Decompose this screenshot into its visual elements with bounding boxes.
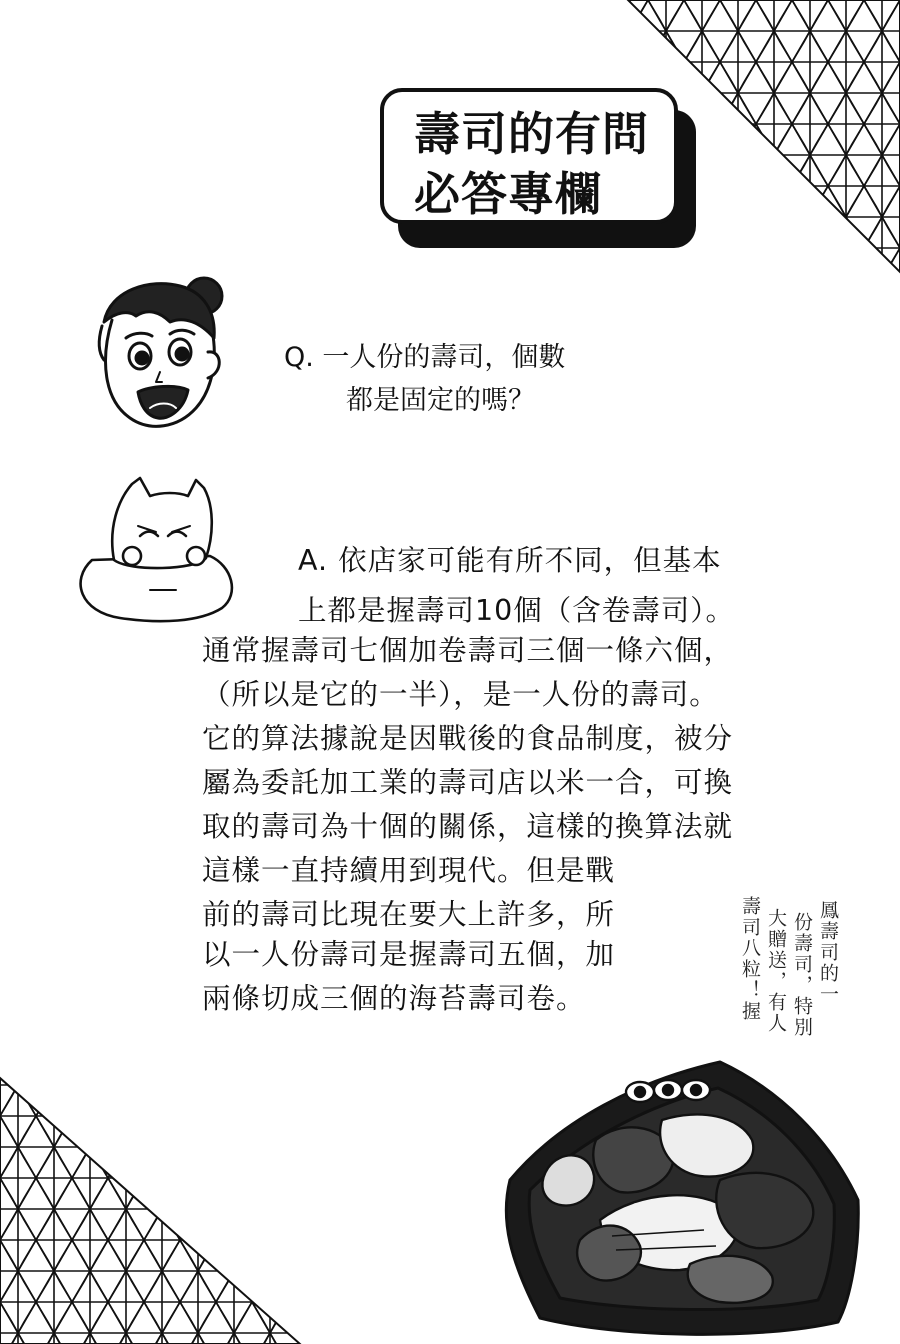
title-line-2: 必答專欄 [414,167,602,221]
answer-line-5: 它的算法據說是因戰後的食品制度，被分 [202,722,734,755]
answer-line-11: 兩條切成三個的海苔壽司卷。 [202,982,586,1015]
title-line-1: 壽司的有問 [414,107,649,161]
answer-line-10: 以一人份壽司是握壽司五個，加 [202,938,616,971]
side-note-col-2: 份壽司，特別 [791,912,813,1038]
side-note-col-3: 大贈送，有人 [765,908,787,1034]
answer-line-9: 前的壽司比現在要大上許多，所 [202,898,616,931]
side-note-col-1: 鳳壽司的一 [817,900,839,1005]
side-note-col-4: 壽司八粒！握 [739,896,761,1022]
question-line-2: 都是固定的嗎？ [346,385,535,416]
answer-line-8: 這樣一直持續用到現代。但是戰 [202,854,616,887]
answer-line-4: （所以是它的一半），是一人份的壽司。 [202,678,719,711]
answer-line-2: 上都是握壽司10個（含卷壽司）。 [298,594,736,627]
question-line-1: Q. 一人份的壽司，個數 [284,342,566,373]
answer-line-3: 通常握壽司七個加卷壽司三個一條六個， [202,634,734,667]
answer-line-1: A. 依店家可能有所不同，但基本 [298,544,722,577]
answer-line-6: 屬為委託加工業的壽司店以米一合，可換 [202,766,734,799]
answer-line-7: 取的壽司為十個的關係，這樣的換算法就 [202,810,734,843]
